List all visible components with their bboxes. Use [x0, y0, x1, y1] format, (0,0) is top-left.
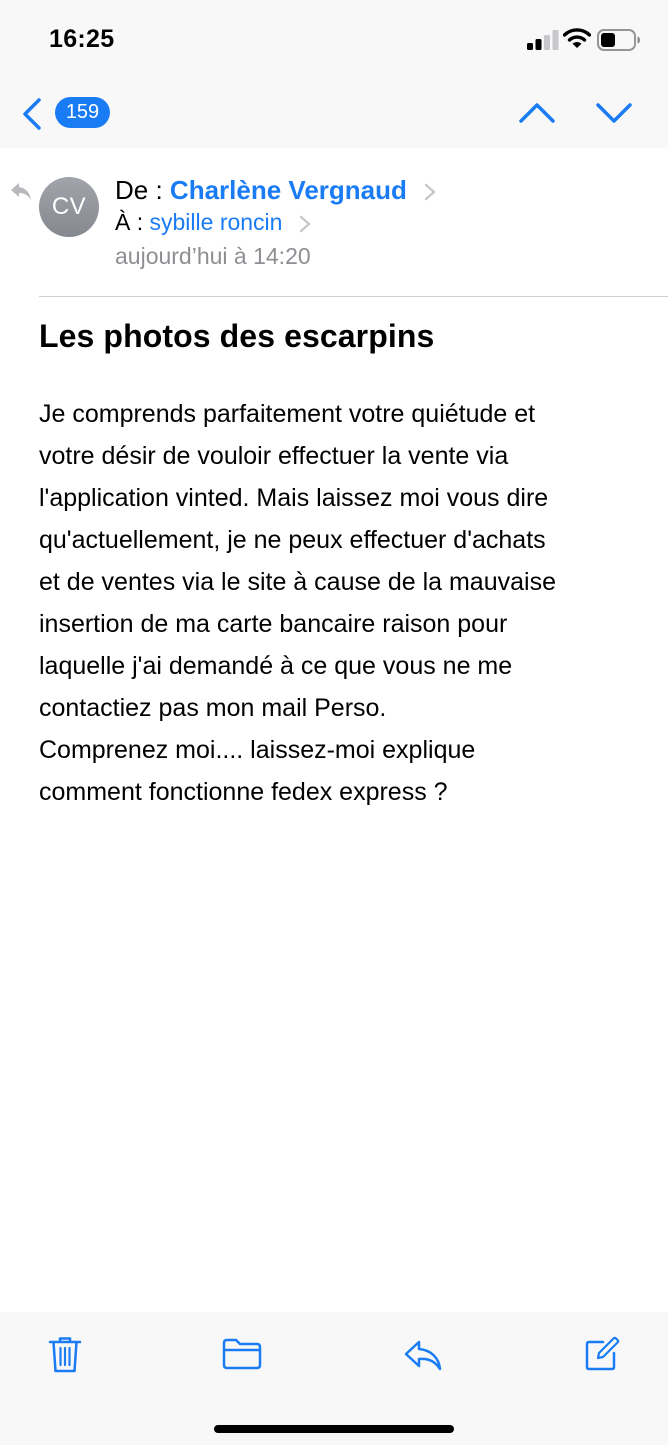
trash-icon[interactable]	[48, 1336, 82, 1374]
reply-icon[interactable]	[403, 1339, 443, 1371]
wifi-icon	[563, 27, 591, 49]
chevron-right-icon[interactable]	[299, 215, 311, 233]
cellular-signal-icon	[527, 30, 559, 50]
reply-indicator-icon	[9, 180, 33, 202]
chevron-up-icon[interactable]	[518, 98, 556, 128]
chevron-left-icon[interactable]	[20, 97, 44, 131]
body-line: Comprenez moi.... laissez-moi explique	[39, 736, 476, 764]
sender-name[interactable]: Charlène Vergnaud	[169, 175, 407, 205]
chevron-down-icon[interactable]	[595, 98, 633, 128]
body-line: qu'actuellement, je ne peux effectuer d'achats	[39, 526, 546, 554]
body-line: Je comprends parfaitement votre quiétude et	[39, 400, 536, 428]
body-line: comment fonctionne fedex express ?	[39, 778, 448, 806]
message-date: aujourd’hui à 14:20	[115, 243, 311, 269]
status-time: 16:25	[49, 25, 115, 53]
header-divider	[39, 296, 668, 297]
avatar[interactable]: CV	[39, 177, 99, 237]
to-label: À :	[115, 209, 144, 235]
body-line: laquelle j'ai demandé à ce que vous ne me	[39, 652, 513, 680]
unread-count-badge[interactable]: 159	[55, 97, 110, 128]
chevron-right-icon[interactable]	[424, 183, 436, 201]
compose-icon[interactable]	[584, 1336, 620, 1372]
message-subject: Les photos des escarpins	[39, 318, 435, 354]
from-label: De :	[115, 175, 163, 205]
to-line	[115, 209, 311, 236]
recipient-name[interactable]: sybille roncin	[149, 209, 283, 235]
body-line: et de ventes via le site à cause de la mauvaise	[39, 568, 556, 596]
body-line: l'application vinted. Mais laissez moi vous dire	[39, 484, 549, 512]
body-line: insertion de ma carte bancaire raison pour	[39, 610, 508, 638]
folder-icon[interactable]	[222, 1338, 262, 1370]
home-indicator[interactable]	[214, 1425, 454, 1433]
message-body	[39, 393, 639, 813]
status-bar	[0, 0, 668, 80]
body-line: contactiez pas mon mail Perso.	[39, 694, 387, 722]
body-line: votre désir de vouloir effectuer la vente via	[39, 442, 509, 470]
from-line	[115, 175, 436, 206]
battery-icon	[597, 29, 641, 51]
